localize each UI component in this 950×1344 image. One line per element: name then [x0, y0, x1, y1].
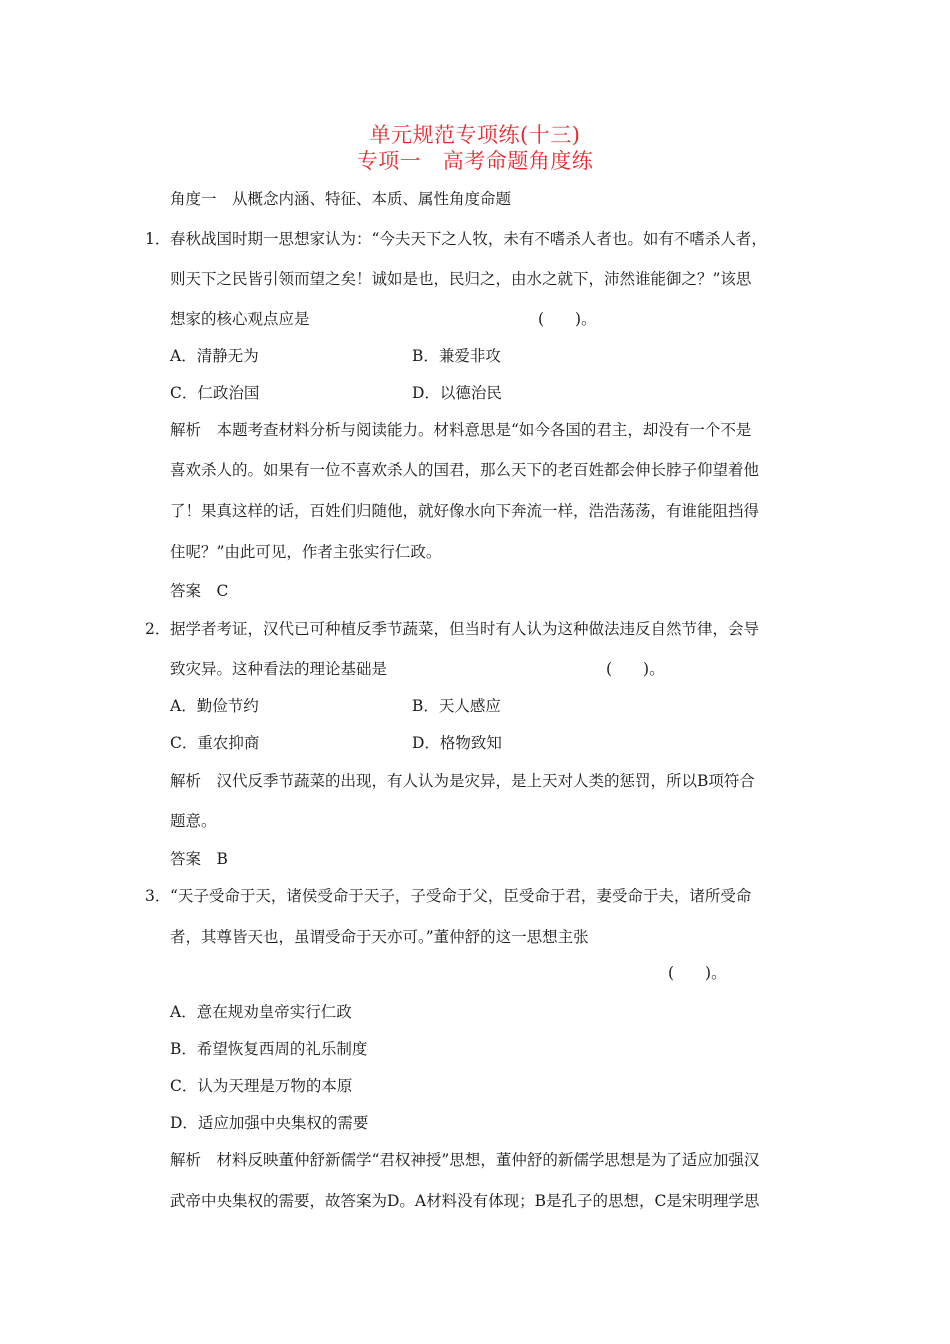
option-d: D．适应加强中央集权的需要	[170, 1114, 369, 1132]
question-stem-line: 春秋战国时期一思想家认为：“今夫天下之人牧，未有不嗜杀人者也。如有不嗜杀人者，	[170, 230, 767, 248]
option-c: C．认为天理是万物的本原	[170, 1077, 353, 1095]
analysis-line: 住呢？”由此可见，作者主张实行仁政。	[170, 543, 442, 561]
question-number: 3．	[145, 887, 171, 905]
option-c: C．重农抑商	[170, 734, 260, 752]
analysis-line: 了！果真这样的话，百姓们归随他，就好像水向下奔流一样，浩浩荡荡，有谁能阻挡得	[170, 502, 760, 520]
question-stem-line: 致灾异。这种看法的理论基础是	[170, 660, 388, 678]
page-title: 单元规范专项练(十三)	[369, 123, 581, 147]
question-stem-line: 者，其尊皆天也，虽谓受命于天亦可。”董仲舒的这一思想主张	[170, 928, 589, 946]
option-b: B．希望恢复西周的礼乐制度	[170, 1040, 368, 1058]
analysis-line: 题意。	[170, 812, 217, 830]
analysis-line: 解析 本题考查材料分析与阅读能力。材料意思是“如今各国的君主，却没有一个不是	[170, 421, 752, 439]
question-number: 2．	[145, 620, 171, 638]
answer-blank: ( )。	[668, 964, 727, 982]
option-a: A．勤俭节约	[170, 697, 259, 715]
option-b: B．天人感应	[412, 697, 501, 715]
analysis-line: 喜欢杀人的。如果有一位不喜欢杀人的国君，那么天下的老百姓都会伸长脖子仰望着他	[170, 461, 760, 479]
option-a: A．意在规劝皇帝实行仁政	[170, 1003, 352, 1021]
section-heading: 角度一 从概念内涵、特征、本质、属性角度命题	[170, 190, 512, 208]
question-number: 1．	[145, 230, 171, 248]
answer-line: 答案 C	[170, 582, 229, 600]
answer-blank: ( )。	[606, 660, 665, 678]
analysis-line: 解析 材料反映董仲舒新儒学“君权神授”思想，董仲舒的新儒学思想是为了适应加强汉	[170, 1151, 760, 1169]
question-stem-line: 据学者考证，汉代已可种植反季节蔬菜，但当时有人认为这种做法违反自然节律，会导	[170, 620, 760, 638]
option-c: C．仁政治国	[170, 384, 260, 402]
option-d: D．格物致知	[412, 734, 502, 752]
answer-line: 答案 B	[170, 850, 228, 868]
question-stem-line: 则天下之民皆引领而望之矣！诚如是也，民归之，由水之就下，沛然谁能御之？”该思	[170, 270, 752, 288]
analysis-line: 武帝中央集权的需要，故答案为D。A材料没有体现；B是孔子的思想，C是宋明理学思	[170, 1192, 760, 1210]
question-stem-line: 想家的核心观点应是	[170, 310, 310, 328]
option-b: B．兼爱非攻	[412, 347, 501, 365]
option-a: A．清静无为	[170, 347, 259, 365]
analysis-line: 解析 汉代反季节蔬菜的出现，有人认为是灾异，是上天对人类的惩罚，所以B项符合	[170, 772, 755, 790]
option-d: D．以德治民	[412, 384, 502, 402]
question-stem-line: “天子受命于天，诸侯受命于天子，子受命于父，臣受命于君，妻受命于夫，诸所受命	[170, 887, 752, 905]
answer-blank: ( )。	[538, 310, 597, 328]
page-subtitle: 专项一 高考命题角度练	[356, 149, 594, 173]
